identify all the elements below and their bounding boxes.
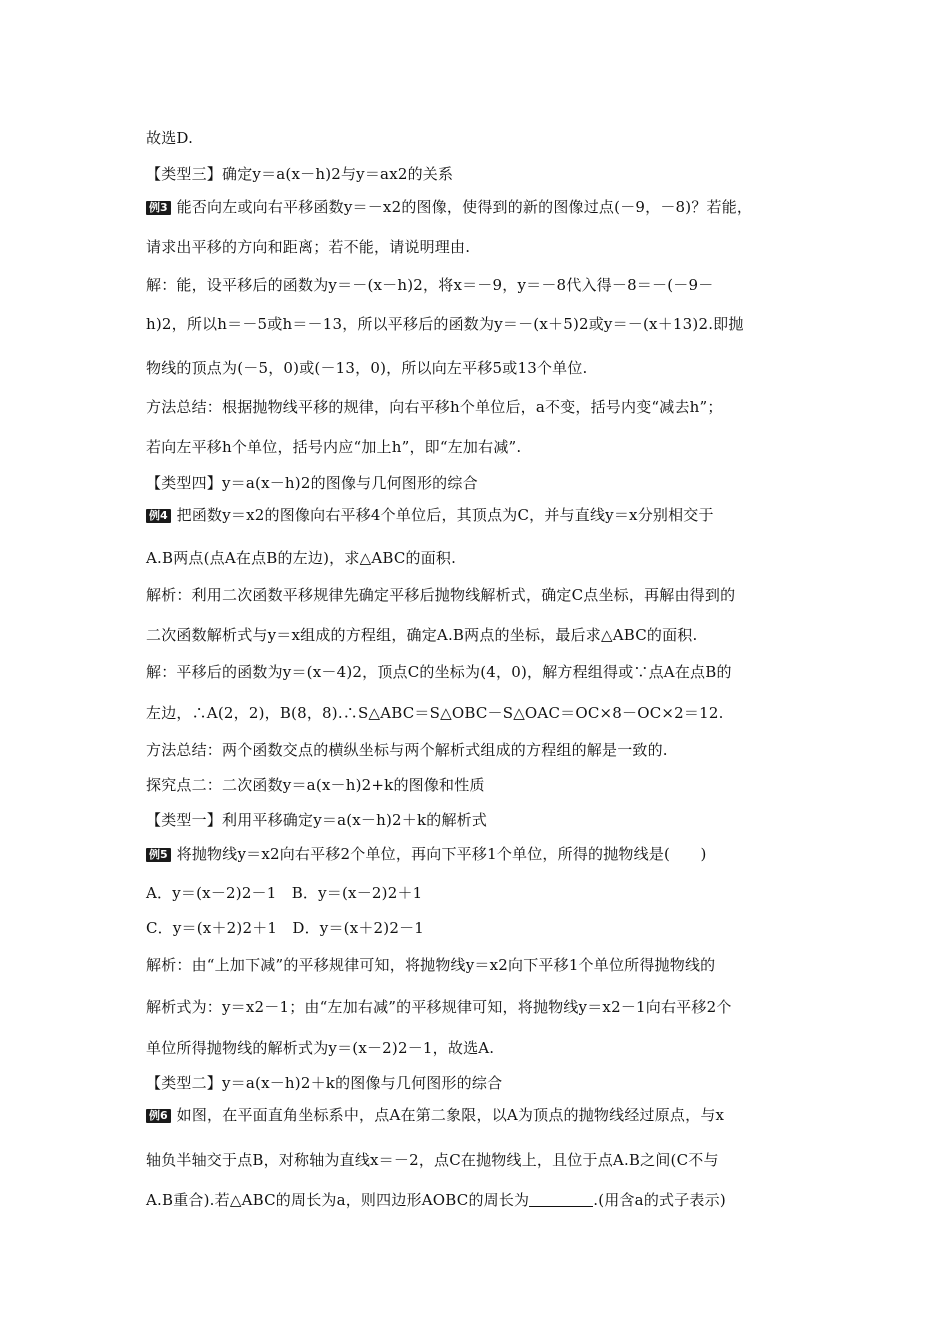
heading-text: 【类型二】y＝a(x－h)2＋k的图像与几何图形的综合 bbox=[146, 1074, 503, 1092]
line-text: 解析式为：y＝x2－1；由“左加右减”的平移规律可知，将抛物线y＝x2－1向右平移2个 bbox=[146, 998, 732, 1016]
line-text: A.B两点(点A在点B的左边)，求△ABC的面积. bbox=[146, 549, 457, 567]
text-line bbox=[146, 955, 715, 975]
heading-text: 【类型一】利用平移确定y＝a(x－h)2＋k的解析式 bbox=[146, 811, 488, 829]
text-line bbox=[146, 585, 735, 605]
text-line bbox=[146, 1038, 494, 1058]
example-4-line bbox=[146, 505, 714, 525]
section-heading bbox=[146, 1073, 502, 1093]
line-text: 解：能，设平移后的函数为y＝－(x－h)2，将x＝－9，y＝－8代入得－8＝－(－9－ bbox=[146, 276, 714, 294]
line-text: 单位所得抛物线的解析式为y＝(x－2)2－1，故选A. bbox=[146, 1039, 495, 1057]
example-badge: 例3 bbox=[146, 201, 171, 215]
text-line bbox=[146, 548, 456, 568]
section-heading bbox=[146, 473, 478, 493]
line-text: A.B重合).若△ABC的周长为a，则四边形AOBC的周长为 bbox=[146, 1191, 530, 1209]
text-line bbox=[146, 997, 732, 1017]
text-line bbox=[146, 128, 193, 148]
line-text: 物线的顶点为(－5，0)或(－13，0)，所以向左平移5或13个单位. bbox=[146, 359, 588, 377]
text-line bbox=[146, 662, 732, 682]
choice-line bbox=[146, 883, 422, 903]
line-text: A．y＝(x－2)2－1 B．y＝(x－2)2＋1 bbox=[146, 884, 423, 902]
text-line bbox=[146, 314, 744, 334]
line-text: 解析：利用二次函数平移规律先确定平移后抛物线解析式，确定C点坐标，再解由得到的 bbox=[146, 586, 736, 604]
example-3-line bbox=[146, 197, 752, 217]
line-text: 能否向左或向右平移函数y＝－x2的图像，使得到的新的图像过点(－9，－8)？若能， bbox=[176, 198, 753, 216]
section-heading bbox=[146, 164, 453, 184]
text-line bbox=[146, 275, 713, 295]
example-6-line bbox=[146, 1105, 724, 1125]
text-line bbox=[146, 358, 588, 378]
answer-blank bbox=[529, 1192, 593, 1207]
method-summary bbox=[146, 740, 668, 760]
line-text: 将抛物线y＝x2向右平移2个单位，再向下平移1个单位，所得的抛物线是( ) bbox=[176, 845, 707, 863]
line-text: 二次函数解析式与y＝x组成的方程组，确定A.B两点的坐标，最后求△ABC的面积. bbox=[146, 626, 698, 644]
text-line bbox=[146, 703, 724, 723]
line-text: 轴负半轴交于点B，对称轴为直线x＝－2，点C在抛物线上，且位于点A.B之间(C不与 bbox=[146, 1151, 719, 1169]
line-text: 解析：由“上加下减”的平移规律可知，将抛物线y＝x2向下平移1个单位所得抛物线的 bbox=[146, 956, 716, 974]
line-text: 解：平移后的函数为y＝(x－4)2，顶点C的坐标为(4，0)，解方程组得或∵点A在点B的 bbox=[146, 663, 732, 681]
text-line bbox=[146, 1190, 726, 1210]
line-text: 左边，∴A(2，2)，B(8，8).∴S△ABC＝S△OBC－S△OAC＝OC×8－OC×2＝12. bbox=[146, 704, 724, 722]
example-badge: 例4 bbox=[146, 509, 171, 523]
line-text: 方法总结：根据抛物线平移的规律，向右平移h个单位后，a不变，括号内变“减去h”； bbox=[146, 398, 723, 416]
text-line bbox=[146, 625, 697, 645]
line-text: 方法总结：两个函数交点的横纵坐标与两个解析式组成的方程组的解是一致的. bbox=[146, 741, 668, 759]
line-text: h)2，所以h＝－5或h＝－13，所以平移后的函数为y＝－(x＋5)2或y＝－(x＋13)2.即抛 bbox=[146, 315, 744, 333]
line-text: 若向左平移h个单位，括号内应“加上h”，即“左加右减”. bbox=[146, 438, 522, 456]
example-badge: 例5 bbox=[146, 848, 171, 862]
line-text: 把函数y＝x2的图像向右平移4个单位后，其顶点为C，并与直线y＝x分别相交于 bbox=[176, 506, 714, 524]
example-badge: 例6 bbox=[146, 1109, 171, 1123]
line-text: 故选D. bbox=[146, 129, 194, 147]
heading-text: 探究点二：二次函数y＝a(x－h)2+k的图像和性质 bbox=[146, 776, 485, 794]
line-text: .(用含a的式子表示) bbox=[593, 1191, 726, 1209]
choice-line bbox=[146, 918, 424, 938]
text-line bbox=[146, 437, 521, 457]
text-line bbox=[146, 237, 470, 257]
line-text: 请求出平移的方向和距离；若不能，请说明理由. bbox=[146, 238, 471, 256]
text-line bbox=[146, 1150, 719, 1170]
heading-text: 【类型四】y＝a(x－h)2的图像与几何图形的综合 bbox=[146, 474, 478, 492]
section-heading bbox=[146, 775, 485, 795]
line-text: C．y＝(x＋2)2＋1 D．y＝(x＋2)2－1 bbox=[146, 919, 425, 937]
example-5-line bbox=[146, 844, 707, 864]
method-summary bbox=[146, 397, 723, 417]
section-heading bbox=[146, 810, 487, 830]
line-text: 如图，在平面直角坐标系中，点A在第二象限，以A为顶点的抛物线经过原点，与x bbox=[176, 1106, 725, 1124]
heading-text: 【类型三】确定y＝a(x－h)2与y＝ax2的关系 bbox=[146, 165, 454, 183]
